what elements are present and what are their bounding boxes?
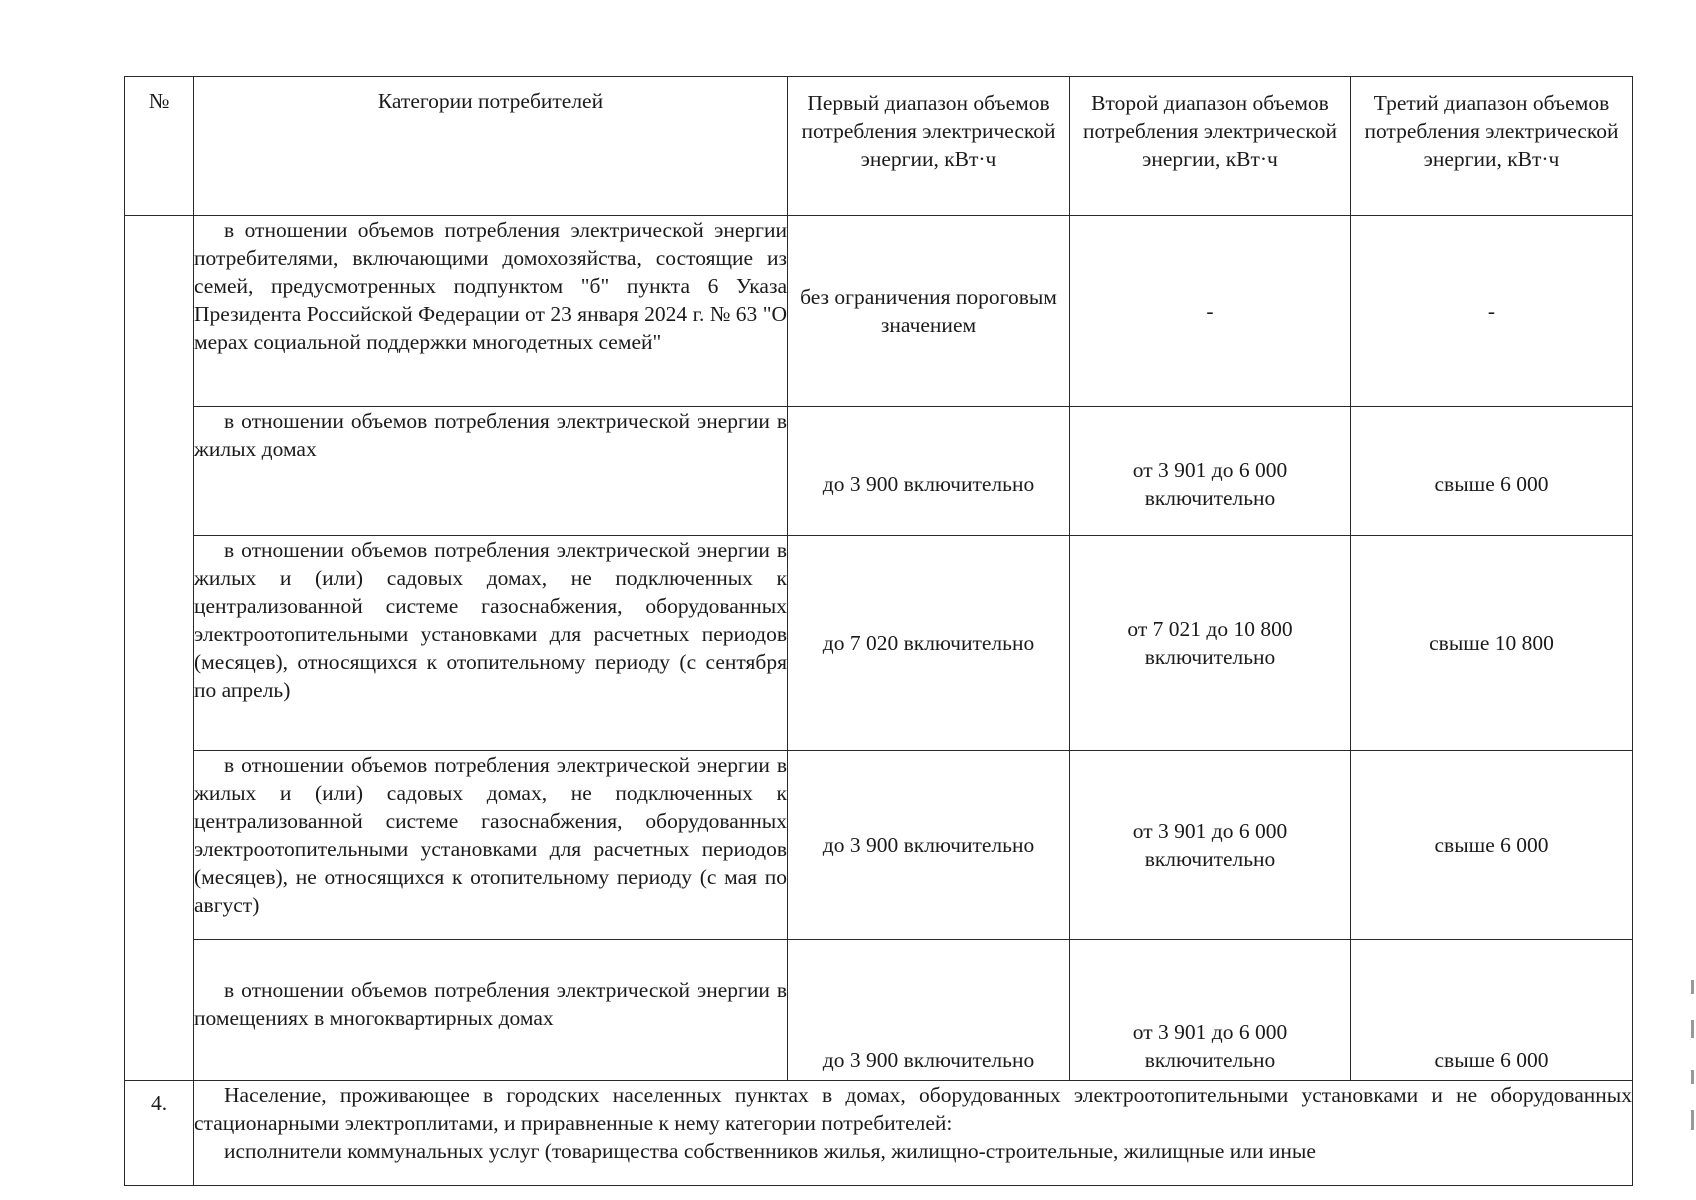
range-1-cell: до 3 900 включительно xyxy=(788,407,1070,536)
category-cell: в отношении объемов потребления электрической энергии в жилых и (или) садовых домах, не подключенных к централизованной системе газоснабжения, оборудованных электроотопительными установками для расчетных периодов (месяцев), не относящихся к отопительному периоду (с мая по август) xyxy=(194,751,788,940)
range-3-cell: свыше 6 000 xyxy=(1351,940,1633,1081)
range-1-cell: до 3 900 включительно xyxy=(788,751,1070,940)
section-4-number: 4. xyxy=(125,1081,194,1186)
range-2-cell: - xyxy=(1070,216,1351,407)
range-2-cell: от 3 901 до 6 000 включительно xyxy=(1070,751,1351,940)
header-category: Категории потребителей xyxy=(194,77,788,216)
table-row xyxy=(125,751,1633,940)
range-2-cell: от 7 021 до 10 800 включительно xyxy=(1070,536,1351,751)
table-row xyxy=(125,216,1633,407)
category-cell: в отношении объемов потребления электрической энергии потребителями, включающими домохозяйства, состоящие из семей, предусмотренных подпунктом "б" пункта 6 Указа Президента Российской Федерации от 23 января 2024 г. № 63 "О мерах социальной поддержки многодетных семей" xyxy=(194,216,788,407)
section-4-row xyxy=(125,1081,1633,1186)
category-cell: в отношении объемов потребления электрической энергии в жилых и (или) садовых домах, не подключенных к централизованной системе газоснабжения, оборудованных электроотопительными установками для расчетных периодов (месяцев), относящихся к отопительному периоду (с сентября по апрель) xyxy=(194,536,788,751)
section-4-line-2: исполнители коммунальных услуг (товарищества собственников жилья, жилищно-строительные, жилищные или иные xyxy=(224,1139,1316,1163)
scan-edge-marks xyxy=(1688,960,1696,1200)
tariff-ranges-table xyxy=(124,76,1633,1186)
header-range-2: Второй диапазон объемов потребления электрической энергии, кВт·ч xyxy=(1070,77,1351,216)
range-3-cell: свыше 6 000 xyxy=(1351,751,1633,940)
section-4-text xyxy=(194,1081,1633,1186)
range-1-cell: без ограничения пороговым значением xyxy=(788,216,1070,407)
header-range-1: Первый диапазон объемов потребления электрической энергии, кВт·ч xyxy=(788,77,1070,216)
range-1-cell: до 7 020 включительно xyxy=(788,536,1070,751)
section-4-line-1: Население, проживающее в городских населенных пунктах в домах, оборудованных электроотопительными установками и не оборудованных стационарными электроплитами, и приравненные к нему категории потребителей: xyxy=(194,1083,1632,1135)
header-range-3: Третий диапазон объемов потребления электрической энергии, кВт·ч xyxy=(1351,77,1633,216)
table-header-row xyxy=(125,77,1633,216)
range-3-cell: свыше 10 800 xyxy=(1351,536,1633,751)
range-3-cell: свыше 6 000 xyxy=(1351,407,1633,536)
row-number-empty xyxy=(125,216,194,1081)
range-2-cell: от 3 901 до 6 000 включительно xyxy=(1070,407,1351,536)
category-cell: в отношении объемов потребления электрической энергии в помещениях в многоквартирных домах xyxy=(194,940,788,1081)
range-1-cell: до 3 900 включительно xyxy=(788,940,1070,1081)
category-cell: в отношении объемов потребления электрической энергии в жилых домах xyxy=(194,407,788,536)
table-row xyxy=(125,407,1633,536)
table-row xyxy=(125,536,1633,751)
range-2-cell: от 3 901 до 6 000 включительно xyxy=(1070,940,1351,1081)
table-row xyxy=(125,940,1633,1081)
range-3-cell: - xyxy=(1351,216,1633,407)
header-number: № xyxy=(125,77,194,216)
